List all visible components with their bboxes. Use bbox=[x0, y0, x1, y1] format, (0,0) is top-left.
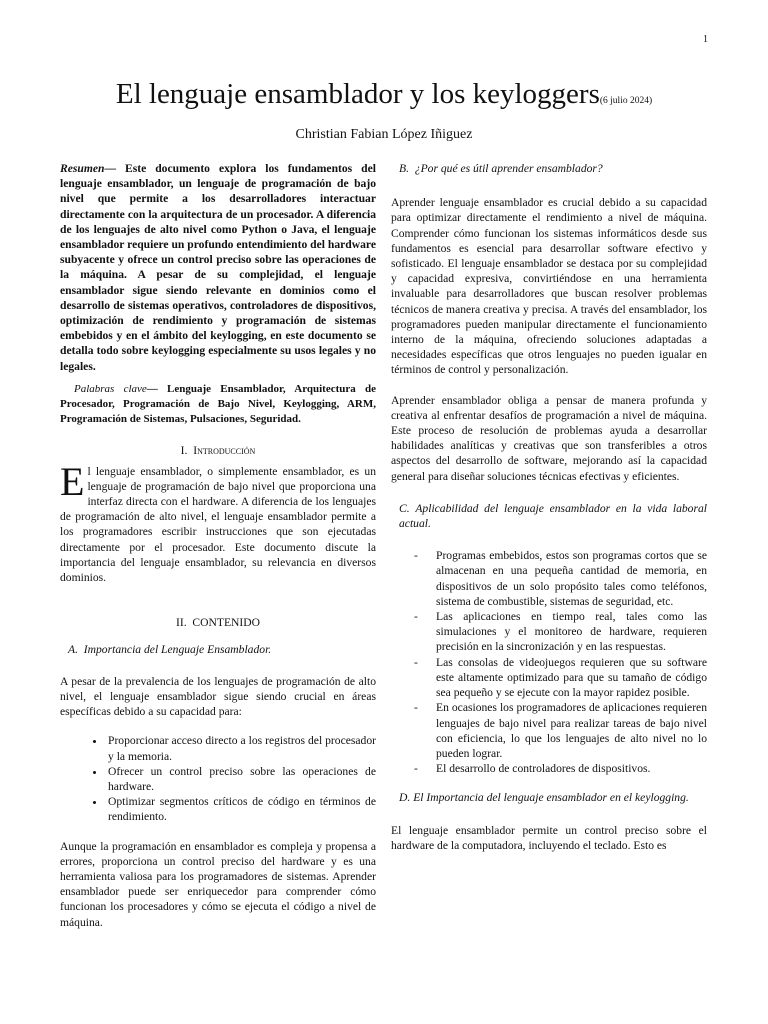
subsection-label: B. bbox=[399, 162, 409, 175]
list-item: • Ofrecer un control preciso sobre las operaciones de hardware. bbox=[106, 764, 376, 794]
subsection-d-heading bbox=[391, 790, 707, 805]
section-heading-contenido bbox=[60, 615, 376, 630]
abstract-lead: Resumen bbox=[60, 162, 105, 175]
list-item: - El desarrollo de controladores de dispositivos. bbox=[414, 762, 651, 776]
right-column bbox=[391, 161, 707, 853]
list-item-text: Las aplicaciones en tiempo real, tales como las simulaciones y el monitoreo de hardware, requieren precisión en la sincronización y en las respuestas. bbox=[436, 610, 707, 654]
list-item-text: En ocasiones los programadores de aplicaciones requieren lenguajes de bajo nivel para realizar tareas de bajo nivel con eficiencia, lo que los lenguajes de alto nivel no lo pueden lograr. bbox=[436, 701, 707, 760]
list-item-text: Las consolas de videojuegos requieren que su software este altamente optimizado para que su tamaño de código sea pequeño y se ejecute con la mayor rapidez posible. bbox=[436, 655, 707, 700]
subsection-d-paragraph-1: El lenguaje ensamblador permite un control preciso sobre el hardware de la computadora, incluyendo el teclado. Esto es bbox=[391, 823, 707, 852]
list-item: - Las aplicaciones en tiempo real, tales como las simulaciones y el monitoreo de hardware, requieren precisión en la sincronización y en las respuestas. bbox=[414, 610, 707, 654]
title-text: El lenguaje ensamblador y los keyloggers bbox=[115, 78, 600, 110]
subsection-label: D. bbox=[399, 791, 411, 805]
section-number: II. bbox=[175, 616, 187, 630]
subsection-b-heading bbox=[391, 161, 707, 176]
page-number: 1 bbox=[703, 34, 708, 45]
title-date: (6 julio 2024) bbox=[599, 96, 653, 106]
section-number: I. bbox=[180, 444, 188, 458]
intro-text: l lenguaje ensamblador, o simplemente ensamblador, es un lenguaje de programación de bajo nivel que proporciona una interfaz directa con el hardware. A diferencia de los lenguajes de programación de alto nivel, el lenguaje ensamblador permite a los programadores escribir instrucciones que son ejecutadas directamente por el procesador. Este documento discute la importancia del lenguaje ensamblador, su relevancia en diversos dominios. bbox=[60, 464, 376, 585]
list-item: • Optimizar segmentos críticos de código en términos de rendimiento. bbox=[106, 794, 376, 824]
abstract-text: Este documento explora los fundamentos del lenguaje ensamblador, un lenguaje de programación de bajo nivel que permite a los desarrolladores interactuar directamente con la arquitectura de un procesador. A diferencia de los lenguajes de alto nivel como Python o Java, el lenguaje ensamblador requiere un profundo entendimiento del hardware subyacente y ofrece un control preciso sobre las operaciones de la máquina. A pesar de su complejidad, el lenguaje ensamblador sigue siendo relevante en dominios como el desarrollo de sistemas operativos, controladores de dispositivos, optimización de rendimiento y programación de sistemas embebidos y en el ámbito del keylogging, en este documento se detalla todo sobre keylogging especialmente su usos legales y no legales. bbox=[60, 162, 376, 373]
author-name: Christian Fabian López Iñiguez bbox=[295, 127, 473, 142]
section-title: CONTENIDO bbox=[192, 616, 261, 630]
list-item-text: El desarrollo de controladores de dispositivos. bbox=[436, 762, 651, 776]
list-item-text: Programas embebidos, estos son programas cortos que se almacenan en una pequeña cantidad de memoria, en dispositivos de un solo propósito tales como teléfonos, sistema de combustible, sistemas de seguridad, etc. bbox=[436, 549, 707, 608]
list-item: • Proporcionar acceso directo a los registros del procesador y la memoria. bbox=[106, 733, 376, 763]
keywords bbox=[60, 382, 376, 428]
drop-cap: E bbox=[60, 458, 85, 504]
intro-paragraph bbox=[60, 458, 376, 586]
section-title: Introducción bbox=[193, 444, 256, 458]
dash-list bbox=[391, 548, 707, 776]
abstract-dash: — bbox=[104, 162, 126, 175]
abstract bbox=[60, 161, 376, 374]
subsection-title: Aplicabilidad del lenguaje ensamblador en la vida laboral actual. bbox=[399, 501, 707, 531]
section-heading-introduccion bbox=[60, 443, 376, 458]
subsection-title: ¿Por qué es útil aprender ensamblador? bbox=[414, 162, 603, 175]
subsection-a-heading bbox=[60, 642, 376, 657]
subsection-a-intro: A pesar de la prevalencia de los lenguajes de programación de alto nivel, el lenguaje ensamblador sigue siendo crucial en áreas específicas debido a su capacidad para: bbox=[60, 674, 376, 719]
keywords-lead: Palabras clave bbox=[74, 382, 147, 395]
subsection-label: C. bbox=[399, 501, 410, 515]
subsection-title: El Importancia del lenguaje ensamblador en el keylogging. bbox=[413, 791, 689, 805]
subsection-c-heading bbox=[391, 501, 707, 531]
subsection-label: A. bbox=[68, 643, 78, 657]
subsection-b-paragraph-1: Aprender lenguaje ensamblador es crucial debido a su capacidad para optimizar directamente el rendimiento a nivel de máquina. Comprender cómo funcionan los sistemas informáticos desde sus fundamentos es esencial para desarrollar software efectivo y sofisticado. El lenguaje ensamblador se destaca por su complejidad y capacidad expresiva, convirtiéndose en una herramienta invaluable para desarrolladores que buscan resolver problemas técnicos de manera creativa y precisa. A través del ensamblador, los programadores pueden manipular directamente el funcionamiento interno de la máquina, ofreciendo soluciones adaptadas a necesidades específicas que otros lenguajes no pueden igualar en términos de control y personalización. bbox=[391, 196, 707, 377]
left-column bbox=[60, 161, 376, 930]
subsection-b-paragraph-2: Aprender ensamblador obliga a pensar de manera profunda y creativa al enfrentar desafíos de programación a nivel de máquina. Este proceso de resolución de problemas ayuda a desarrollar habilidades analíticas y creativas que son transferibles a otros aspectos del desarrollo de software, mejorando así la capacidad general para diseñar soluciones técnicas efectivas y eficientes. bbox=[391, 393, 707, 483]
list-item: - Las consolas de videojuegos requieren que su software este altamente optimizado para que su tamaño de código sea pequeño y se ejecute con la mayor rapidez posible. bbox=[414, 655, 707, 700]
list-item: - Programas embebidos, estos son programas cortos que se almacenan en una pequeña cantidad de memoria, en dispositivos de un solo propósito tales como teléfonos, sistema de combustible, sistemas de seguridad, etc. bbox=[414, 549, 707, 608]
subsection-a-closing: Aunque la programación en ensamblador es compleja y propensa a errores, proporciona un control preciso del hardware y es una herramienta valiosa para los programadores de sistemas. Aprender ensamblador puede ser enriquecedor para comprender cómo funcionan los procesadores y cómo se ejecuta el código a nivel de máquina. bbox=[60, 839, 376, 929]
paper-title bbox=[0, 78, 768, 111]
keywords-dash: — bbox=[146, 382, 168, 395]
bullet-list bbox=[60, 733, 376, 824]
keywords-text: Lenguaje Ensamblador, Arquitectura de Procesador, Programación de Bajo Nivel, Keylogging, ARM, Programación de Sistemas, Pulsaciones, Seguridad. bbox=[60, 382, 377, 426]
list-item: - En ocasiones los programadores de aplicaciones requieren lenguajes de bajo nivel para realizar tareas de bajo nivel con eficiencia, lo que los lenguajes de alto nivel no lo pueden lograr. bbox=[414, 701, 707, 760]
subsection-title: Importancia del Lenguaje Ensamblador. bbox=[83, 643, 272, 657]
